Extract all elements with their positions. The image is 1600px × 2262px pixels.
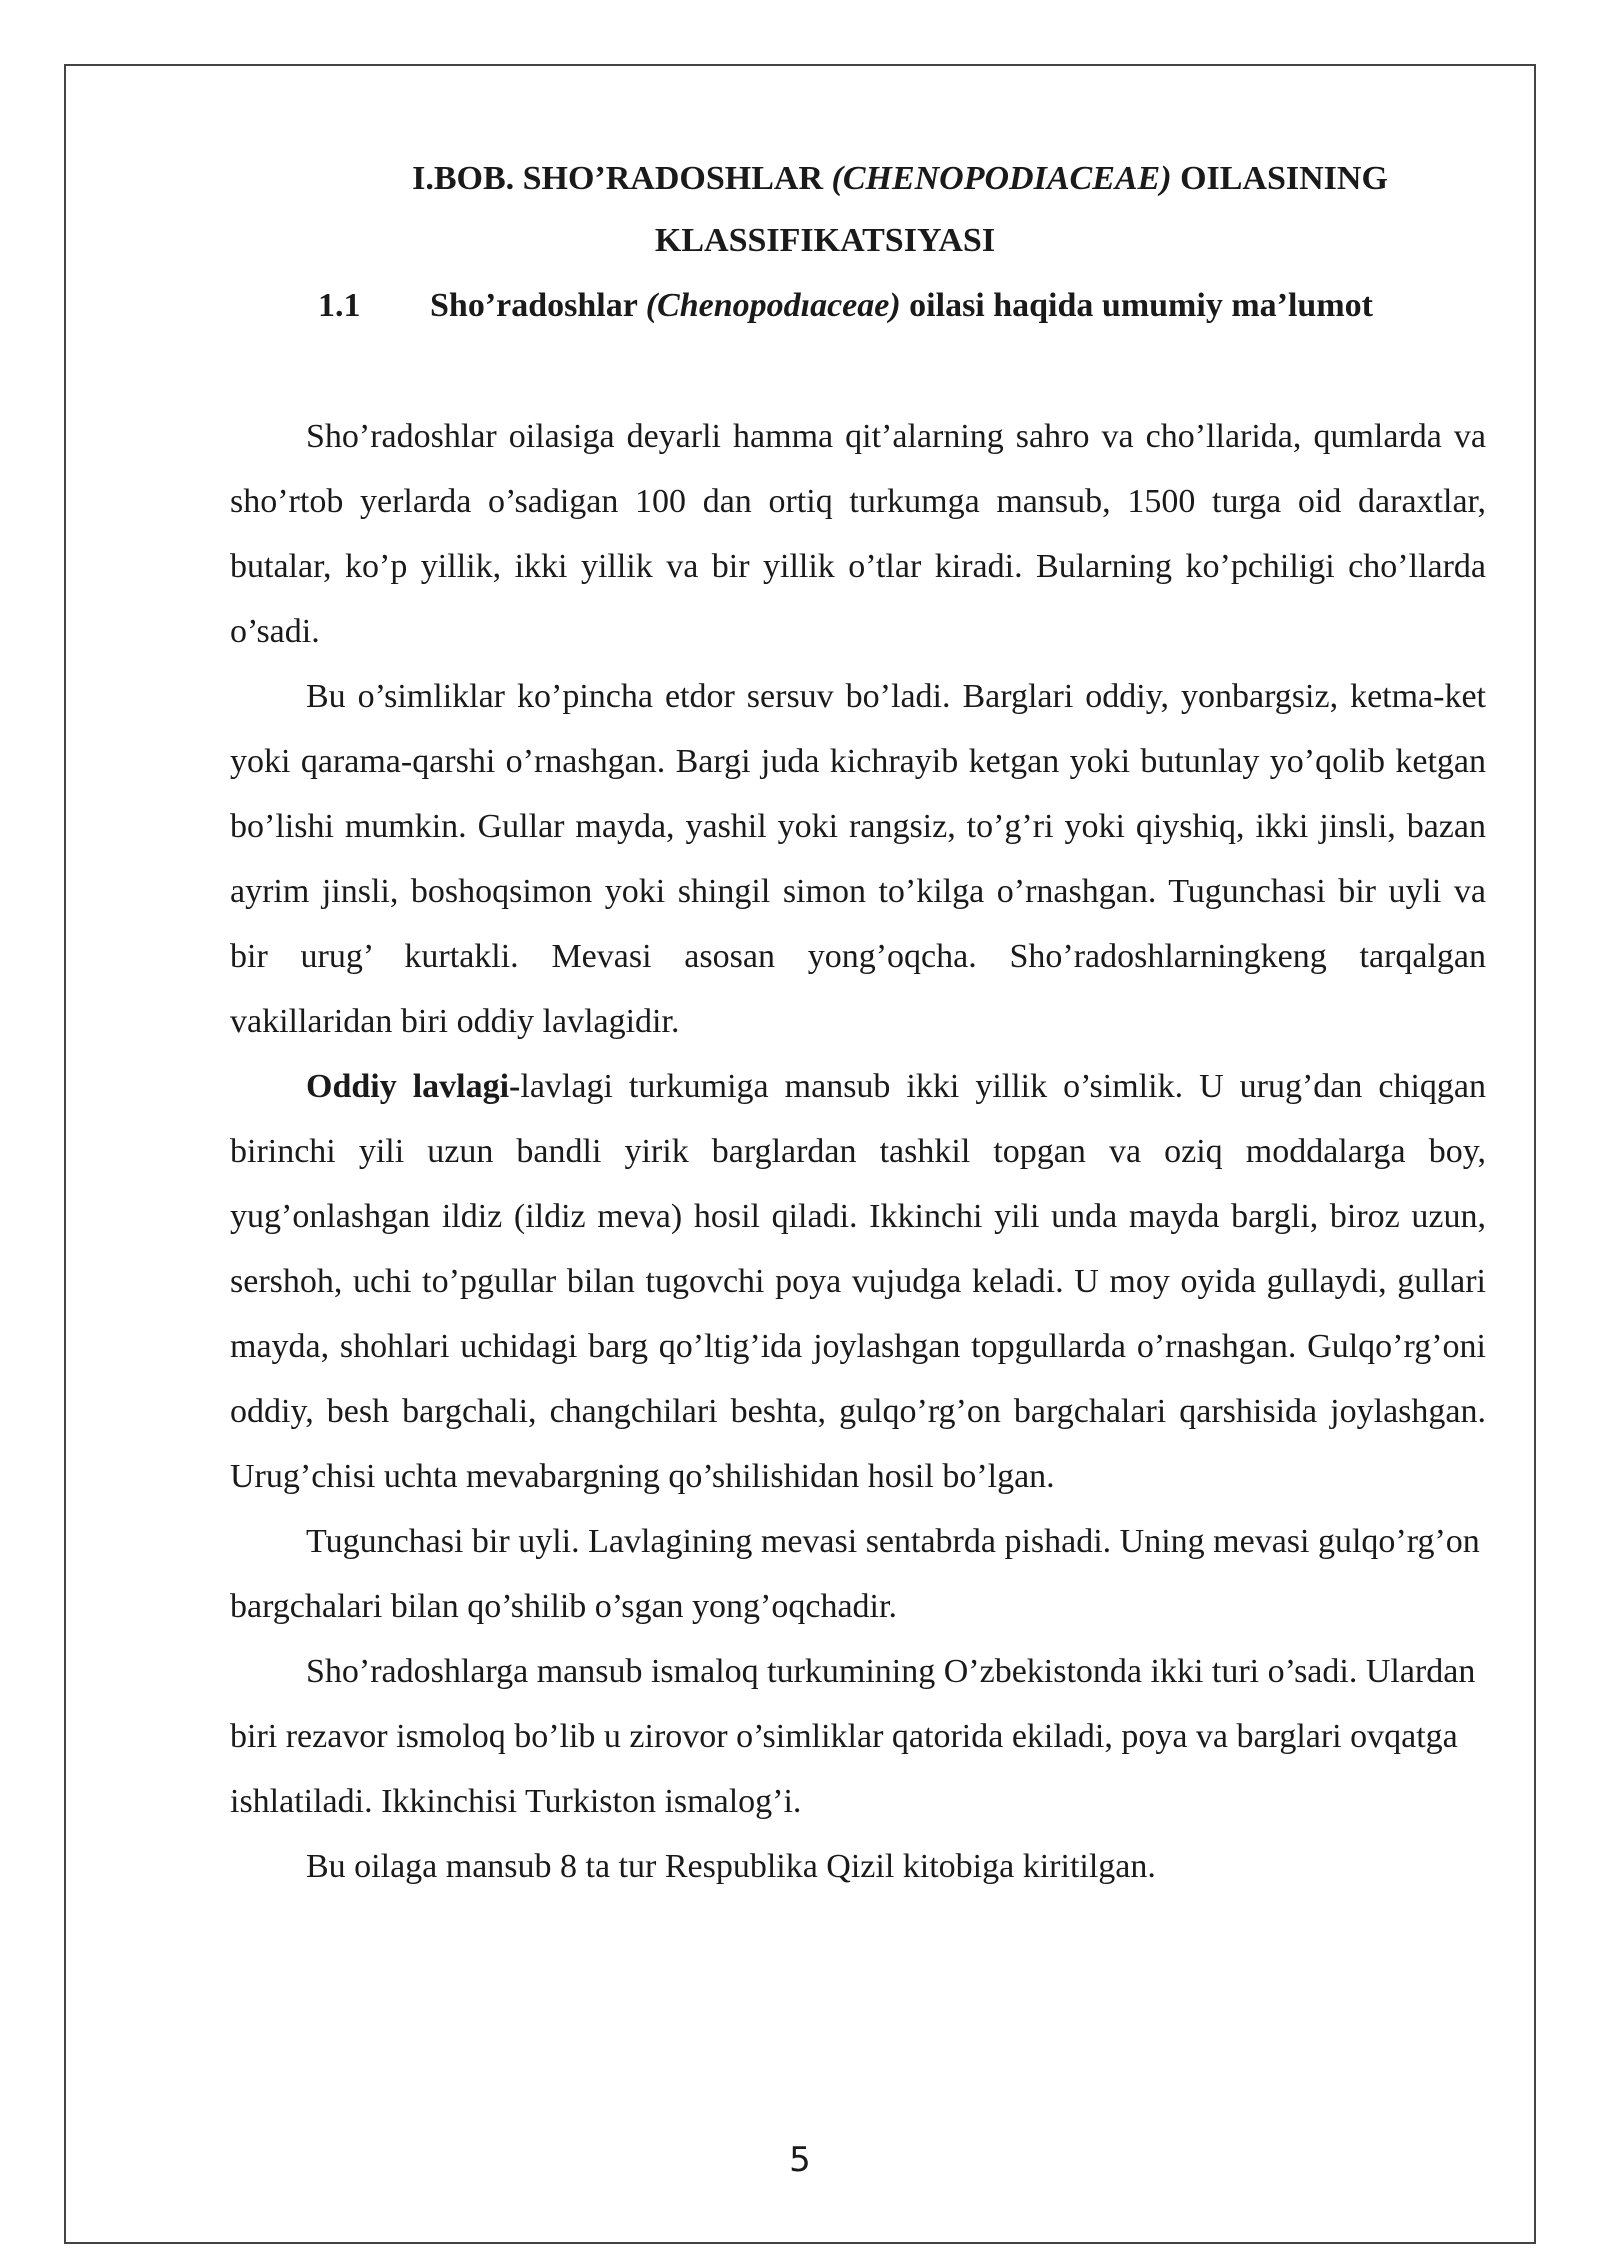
chapter-title-line2: KLASSIFIKATSIYASI	[654, 222, 996, 259]
section-title-suffix: oilasi haqida umumiy ma’lumot	[900, 287, 1373, 324]
chapter-title	[300, 148, 1500, 272]
common-beet-description: lavlagi turkumiga mansub ikki yillik o’simlik. U urug’dan chiqgan birinchi yili uzun bandli yirik barglardan tashkil topgan va oziq moddalarga boy, yug’onlashgan ildiz (ildiz meva) hosil qiladi. Ikkinchi yili unda mayda bargli, biroz uzun, sershoh, uchi to’pgullar bilan tugovchi poya vujudga keladi. U moy oyida gullaydi, gullari mayda, shohlari uchidagi barg qo’ltig’ida joylashgan topgullarda o’rnashgan. Gulqo’rg’oni oddiy, besh bargchali, changchilari beshta, gulqo’rg’on bargchalari qarshisida joylashgan. Urug’chisi uchta mevabargning qo’shilishidan hosil bo’lgan.	[230, 1068, 1486, 1495]
chapter-title-line1	[300, 148, 1500, 210]
paragraph-spinach: Sho’radoshlarga mansub ismaloq turkumining O’zbekistonda ikki turi o’sadi. Ulardan biri rezavor ismoloq bo’lib u zirovor o’simliklar qatorida ekiladi, poya va barglari ovqatga ishlatiladi. Ikkinchisi Turkiston ismalog’i.	[230, 1653, 1476, 1820]
common-beet-term: Oddiy lavlagi-	[306, 1068, 521, 1105]
section-title-latin: (Chenopodıaceae)	[645, 287, 901, 324]
paragraph-beet-fruit: Tugunchasi bir uyli. Lavlagining mevasi sentabrda pishadi. Uning mevasi gulqo’rg’on bargchalari bilan qo’shilib o’sgan yong’oqchadir.	[230, 1523, 1480, 1625]
paragraph-family-overview: Sho’radoshlar oilasiga deyarli hamma qit’alarning sahro va cho’llarida, qumlarda va sho’rtob yerlarda o’sadigan 100 dan ortiq turkumga mansub, 1500 turga oid daraxtlar, butalar, ko’p yillik, ikki yillik va bir yillik o’tlar kiradi. Bularning ko’pchiligi cho’llarda o’sadi.	[230, 418, 1486, 650]
chapter-title-prefix: I.BOB. SHO’RADOSHLAR	[412, 160, 832, 197]
body-text	[230, 404, 1486, 1899]
paragraph-red-book: Bu oilaga mansub 8 ta tur Respublika Qizil kitobiga kiritilgan.	[306, 1848, 1156, 1885]
section-heading	[318, 280, 1373, 332]
page-number: 5	[789, 2140, 811, 2180]
chapter-title-latin: (CHENOPODIACEAE)	[831, 160, 1172, 197]
paragraph-plant-description: Bu o’simliklar ko’pincha etdor sersuv bo’ladi. Barglari oddiy, yonbargsiz, ketma-ket yoki qarama-qarshi o’rnashgan. Bargi juda kichrayib ketgan yoki butunlay yo’qolib ketgan bo’lishi mumkin. Gullar mayda, yashil yoki rangsiz, to’g’ri yoki qiyshiq, ikki jinsli, bazan ayrim jinsli, boshoqsimon yoki shingil simon to’kilga o’rnashgan. Tugunchasi bir uyli va bir urug’ kurtakli. Mevasi asosan yong’oqcha. Sho’radoshlarningkeng tarqalgan vakillaridan biri oddiy lavlagidir.	[230, 678, 1486, 1040]
paragraph-common-beet	[230, 1054, 1486, 1509]
section-title-prefix: Sho’radoshlar	[430, 287, 646, 324]
section-number: 1.1	[318, 287, 361, 324]
chapter-title-suffix: OILASINING	[1171, 160, 1388, 197]
